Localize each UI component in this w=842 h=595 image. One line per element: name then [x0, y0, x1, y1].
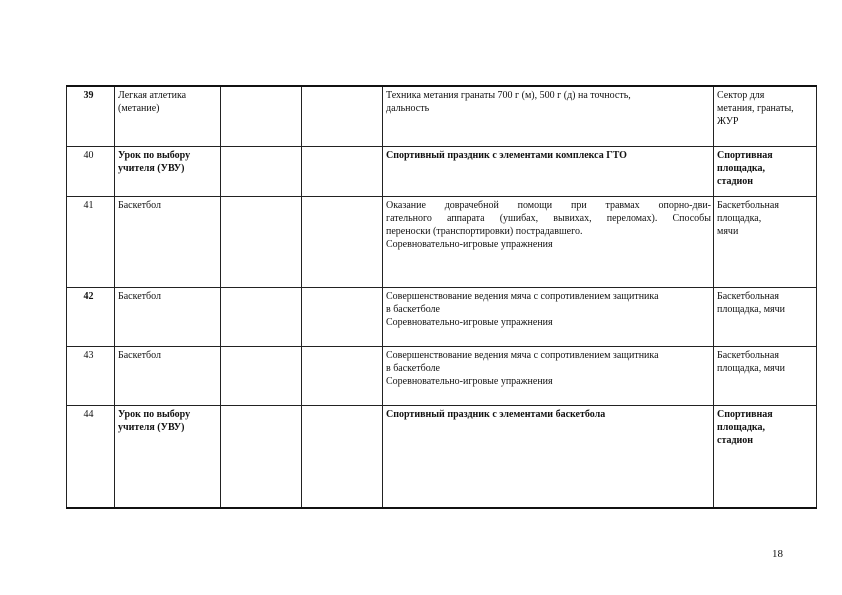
lesson-number: 42 — [67, 287, 115, 346]
lesson-content: Совершенствование ведения мяча с сопротивлением защитника в баскетболе Соревновательно-игровые упражнения — [383, 287, 714, 346]
lesson-number: 41 — [67, 196, 115, 287]
page-number: 18 — [772, 548, 783, 560]
table-row — [67, 287, 817, 346]
lesson-equipment: Баскетбольная площадка, мячи — [714, 287, 817, 346]
empty-cell — [221, 146, 302, 196]
lesson-number: 43 — [67, 346, 115, 405]
table-row — [67, 405, 817, 508]
lesson-content: Спортивный праздник с элементами комплекса ГТО — [383, 146, 714, 196]
lesson-equipment: Баскетбольная площадка, мячи — [714, 196, 817, 287]
lesson-content: Совершенствование ведения мяча с сопротивлением защитника в баскетболе Соревновательно-игровые упражнения — [383, 346, 714, 405]
lesson-plan-table — [66, 85, 817, 509]
empty-cell — [302, 405, 383, 508]
empty-cell — [221, 86, 302, 146]
empty-cell — [221, 405, 302, 508]
lesson-number: 44 — [67, 405, 115, 508]
lesson-topic: Баскетбол — [115, 346, 221, 405]
lesson-content: Техника метания гранаты 700 г (м), 500 г (д) на точность, дальность — [383, 86, 714, 146]
lesson-content: Оказание доврачебной помощи при травмах опорно-дви- гательного аппарата (ушибах, вывихах, переломах). Способы переноски (транспортировки) пострадавшего. Соревновательно-игровые упражнения — [383, 196, 714, 287]
empty-cell — [302, 196, 383, 287]
lesson-topic: Урок по выбору учителя (УВУ) — [115, 146, 221, 196]
empty-cell — [302, 86, 383, 146]
lesson-equipment: Спортивная площадка, стадион — [714, 146, 817, 196]
empty-cell — [302, 146, 383, 196]
lesson-equipment: Баскетбольная площадка, мячи — [714, 346, 817, 405]
lesson-number: 40 — [67, 146, 115, 196]
empty-cell — [221, 287, 302, 346]
table-row — [67, 146, 817, 196]
lesson-equipment: Сектор для метания, гранаты, ЖУР — [714, 86, 817, 146]
lesson-content: Спортивный праздник с элементами баскетбола — [383, 405, 714, 508]
lesson-topic: Баскетбол — [115, 287, 221, 346]
empty-cell — [221, 196, 302, 287]
table-row — [67, 86, 817, 146]
empty-cell — [221, 346, 302, 405]
lesson-topic: Легкая атлетика (метание) — [115, 86, 221, 146]
lesson-topic: Баскетбол — [115, 196, 221, 287]
empty-cell — [302, 287, 383, 346]
table-row — [67, 196, 817, 287]
lesson-equipment: Спортивная площадка, стадион — [714, 405, 817, 508]
empty-cell — [302, 346, 383, 405]
table-row — [67, 346, 817, 405]
lesson-number: 39 — [67, 86, 115, 146]
lesson-topic: Урок по выбору учителя (УВУ) — [115, 405, 221, 508]
